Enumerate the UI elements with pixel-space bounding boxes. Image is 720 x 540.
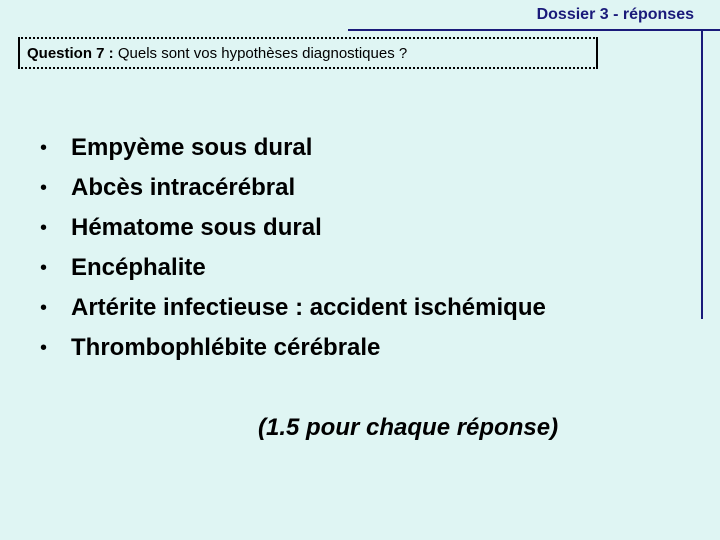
answer-text: Hématome sous dural [71, 214, 322, 241]
answer-text: Artérite infectieuse : accident ischémique [71, 294, 546, 321]
answer-text: Empyème sous dural [71, 134, 313, 161]
answer-text: Abcès intracérébral [71, 174, 296, 201]
bullet-icon: • [40, 257, 48, 279]
bullet-icon: • [40, 217, 48, 239]
bullet-icon: • [40, 337, 48, 359]
scoring-note: (1.5 pour chaque réponse) [258, 414, 559, 441]
bullet-icon: • [40, 137, 48, 159]
slide-header-title: Dossier 3 - réponses [536, 6, 694, 23]
answer-list [40, 128, 546, 368]
bullet-icon: • [40, 177, 48, 199]
answer-item [40, 168, 546, 208]
question-text [27, 45, 407, 62]
bullet-icon: • [40, 297, 48, 319]
question-box [18, 37, 598, 69]
right-border-line [701, 31, 703, 319]
answer-text: Thrombophlébite cérébrale [71, 334, 381, 361]
answer-item [40, 128, 546, 168]
answer-item [40, 208, 546, 248]
answer-item [40, 328, 546, 368]
answer-item [40, 248, 546, 288]
question-label: Question 7 : [27, 45, 114, 62]
question-body: Quels sont vos hypothèses diagnostiques ? [117, 45, 408, 62]
answer-item [40, 288, 546, 328]
answer-text: Encéphalite [71, 254, 206, 281]
header-divider-line [348, 29, 720, 31]
